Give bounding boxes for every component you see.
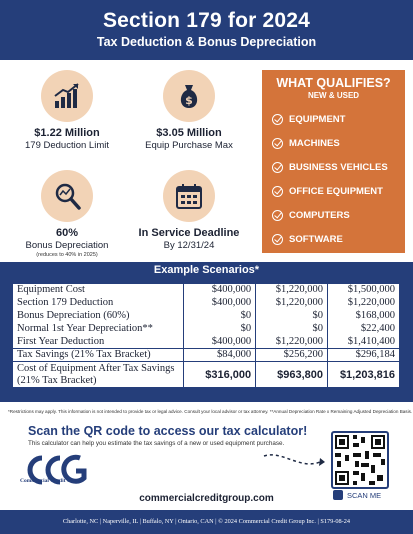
qr-code-icon: [333, 433, 387, 487]
stat-label: Bonus Depreciation: [25, 240, 109, 251]
check-circle-icon: [272, 186, 283, 197]
scan-title: Scan the QR code to access our tax calculator!: [28, 424, 308, 438]
table-cell: $84,000: [184, 349, 256, 362]
stat-purchase-max: [128, 70, 250, 151]
stat-value: 60%: [55, 227, 79, 239]
table-cell: $316,000: [184, 362, 256, 388]
stat-bonus-depreciation: [6, 170, 128, 258]
stat-deduction-limit: [6, 70, 128, 151]
scan-subtitle: This calculator can help you estimate the tax savings of a new or used equipment purchase.: [28, 440, 285, 447]
table-cell: $22,400: [328, 323, 400, 336]
check-circle-icon: [272, 114, 283, 125]
table-cell: $1,220,000: [256, 297, 328, 310]
calendar-icon: [163, 170, 215, 222]
table-row: [13, 362, 400, 388]
check-circle-icon: [272, 234, 283, 245]
scan-me-text: SCAN ME: [347, 490, 382, 500]
table-cell: $168,000: [328, 310, 400, 323]
stat-label: By 12/31/24: [163, 240, 215, 251]
qualifies-item-label: BUSINESS VEHICLES: [289, 162, 388, 173]
bar-chart-arrow-icon: [41, 70, 93, 122]
table-cell: $1,203,816: [328, 362, 400, 388]
table-cell: $1,220,000: [328, 297, 400, 310]
qualifies-item-label: MACHINES: [289, 138, 340, 149]
examples-title: Example Scenarios*: [0, 262, 413, 278]
table-cell: $1,220,000: [256, 336, 328, 349]
qualifies-item-label: EQUIPMENT: [289, 114, 346, 125]
qualifies-item-label: OFFICE EQUIPMENT: [289, 186, 383, 197]
table-row: [13, 323, 400, 336]
company-logo: [22, 452, 102, 490]
check-circle-icon: [272, 210, 283, 221]
svg-text:$: $: [185, 94, 193, 107]
check-circle-icon: [272, 138, 283, 149]
qualifies-subtitle: NEW & USED: [307, 91, 360, 100]
table-cell: $400,000: [184, 284, 256, 297]
table-cell: $1,410,400: [328, 336, 400, 349]
scenarios-table: [12, 283, 400, 388]
money-bag-icon: [163, 70, 215, 122]
table-cell: $400,000: [184, 297, 256, 310]
table-row: [13, 336, 400, 349]
row-label: Equipment Cost: [13, 284, 184, 297]
dashed-arrow-icon: [262, 448, 326, 472]
qualifies-item: [272, 210, 350, 221]
table-row: [13, 284, 400, 297]
stat-note: (reduces to 40% in 2025): [36, 252, 98, 258]
qualifies-item: [272, 114, 345, 125]
row-label: Cost of Equipment After Tax Savings (21% Tax Bracket): [13, 362, 184, 388]
table-cell: $0: [184, 310, 256, 323]
table-row: [13, 297, 400, 310]
qualifies-item: [272, 138, 340, 149]
qr-code[interactable]: [331, 431, 389, 489]
check-circle-icon: [272, 162, 283, 173]
table-row: [13, 310, 400, 323]
row-label: Tax Savings (21% Tax Bracket): [13, 349, 184, 362]
qualifies-title: WHAT QUALIFIES?: [276, 76, 391, 90]
row-label: Section 179 Deduction: [13, 297, 184, 310]
qualifies-item: [272, 234, 343, 245]
magnifier-chart-icon: [41, 170, 93, 222]
table-cell: $0: [256, 310, 328, 323]
disclaimer: *Restrictions may apply. This information is not intended to provide tax or legal advice. Consult your local advisor or tax attorney. **Annual Depreciation Rate x Remaining Adjusted Depreciation Basis.: [8, 409, 413, 414]
stats-grid: [6, 70, 250, 260]
row-label: First Year Deduction: [13, 336, 184, 349]
stat-label: Equip Purchase Max: [145, 140, 233, 151]
row-label: Bonus Depreciation (60%): [13, 310, 184, 323]
row-label: Normal 1st Year Depreciation**: [13, 323, 184, 336]
table-cell: $0: [184, 323, 256, 336]
stat-label: 179 Deduction Limit: [25, 140, 109, 151]
qualifies-item-label: SOFTWARE: [289, 234, 343, 245]
page-subtitle: Tax Deduction & Bonus Depreciation: [96, 35, 317, 49]
qualifies-item-label: COMPUTERS: [289, 210, 350, 221]
qualifies-item: [272, 162, 388, 173]
qualifies-item: [272, 186, 383, 197]
table-cell: $1,220,000: [256, 284, 328, 297]
logo-text: Commercial Credit Group: [20, 478, 83, 484]
table-cell: $963,800: [256, 362, 328, 388]
footer: Charlotte, NC | Naperville, IL | Buffalo, NY | Ontario, CAN | © 2024 Commercial Credit Group Inc. | S179-08-24: [0, 510, 413, 534]
stat-service-deadline: [128, 170, 250, 251]
table-cell: $0: [256, 323, 328, 336]
stat-value: $3.05 Million: [156, 127, 222, 139]
qualifies-panel: [262, 70, 405, 253]
stat-value: $1.22 Million: [34, 127, 100, 139]
header-banner: [0, 0, 413, 60]
website-link[interactable]: commercialcreditgroup.com: [139, 493, 274, 504]
table-cell: $400,000: [184, 336, 256, 349]
table-cell: $296,184: [328, 349, 400, 362]
table-cell: $1,500,000: [328, 284, 400, 297]
page-title: Section 179 for 2024: [102, 9, 311, 32]
stat-value: In Service Deadline: [138, 227, 240, 239]
table-row: [13, 349, 400, 362]
table-cell: $256,200: [256, 349, 328, 362]
